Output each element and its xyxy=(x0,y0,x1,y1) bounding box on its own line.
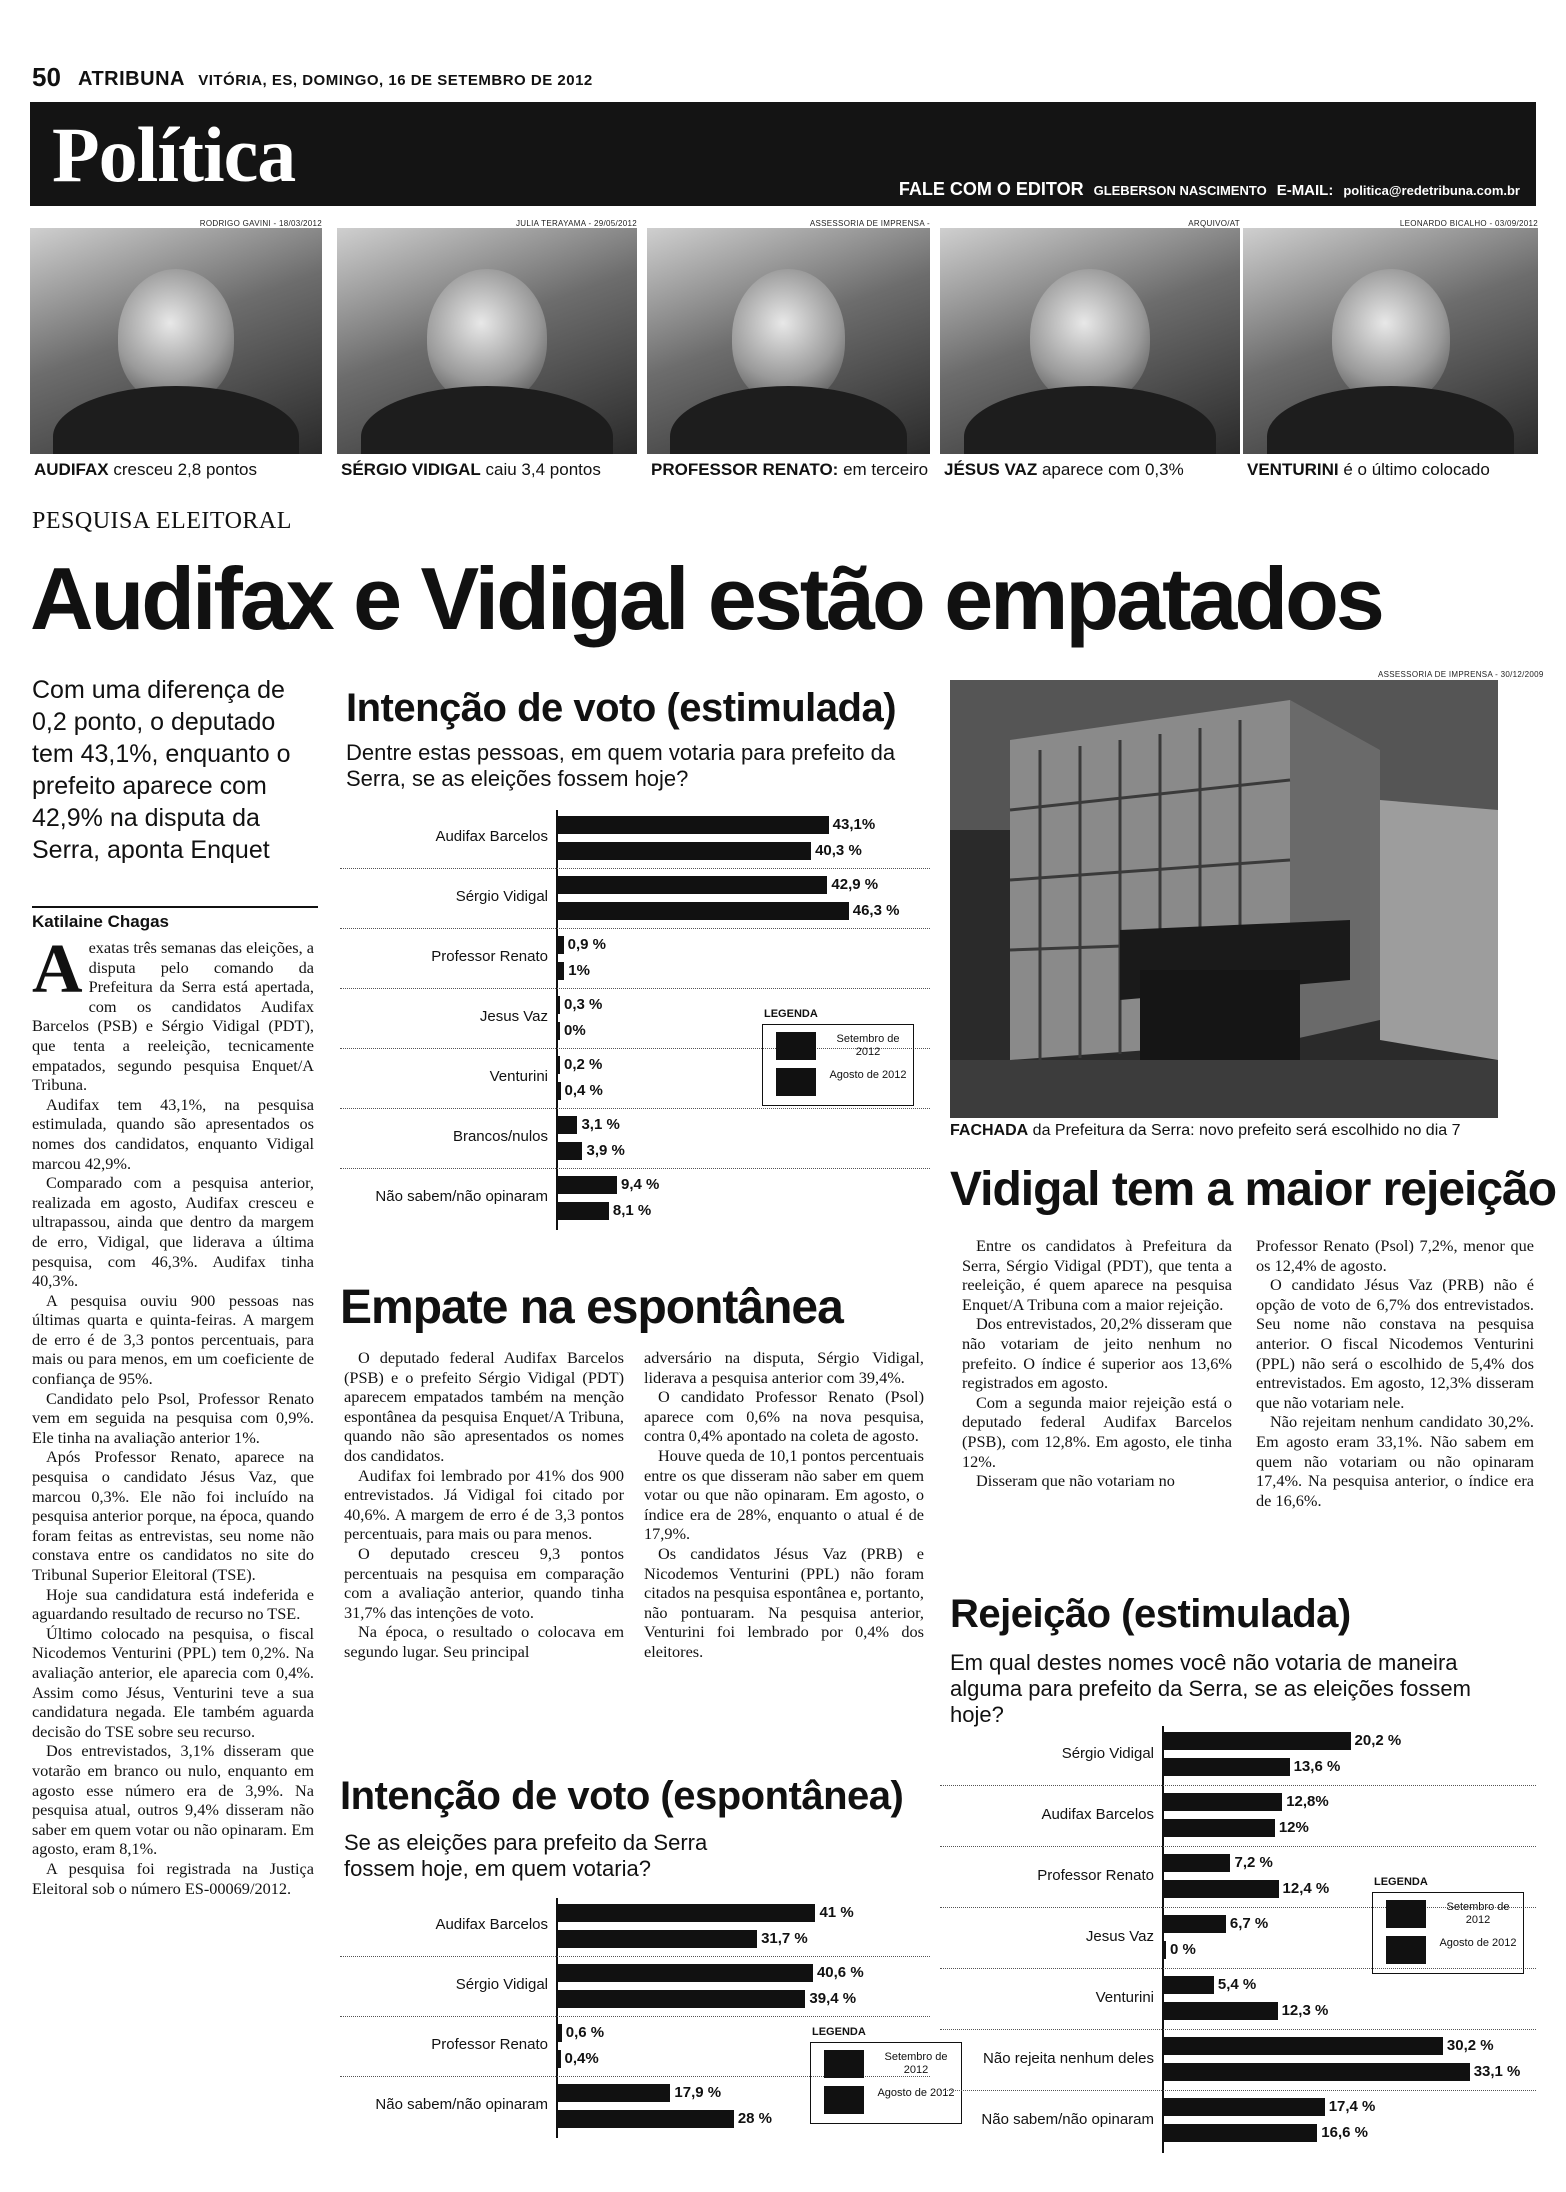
bar-value: 39,4 % xyxy=(809,1990,857,2007)
category-label: Venturini xyxy=(1095,1988,1154,2006)
row-divider xyxy=(340,1956,930,1957)
photo-caption xyxy=(1247,460,1490,480)
bar-current xyxy=(1164,1976,1214,1994)
paragraph: O candidato Jésus Vaz (PRB) não é opção de voto de 6,7% dos entrevistados. Seu nome não constava na pesquisa anterior. O fiscal Nicodemos Venturini (PPL) não será o escolhido de 5,4% dos entrevistados. Em agosto, 12,3% disseram que não votariam nele. xyxy=(1256,1275,1534,1412)
bar-current xyxy=(558,816,829,834)
bar-previous xyxy=(558,2110,734,2128)
legend-swatch-current xyxy=(1386,1900,1426,1928)
bar-value: 12% xyxy=(1278,1819,1309,1836)
row-divider xyxy=(340,868,930,869)
headline: Audifax e Vidigal estão empatados xyxy=(30,549,1382,648)
legend-swatch-previous xyxy=(776,1068,816,1096)
paragraph: O deputado cresceu 9,3 pontos percentuais na pesquisa em comparação com a avaliação anterior, quando tinha 31,7% das intenções de voto. xyxy=(344,1543,624,1622)
bar-value: 0 % xyxy=(1170,1941,1196,1958)
bar-value: 5,4 % xyxy=(1217,1976,1257,1993)
caption-text: aparece com 0,3% xyxy=(1037,460,1184,479)
portrait-shoulders xyxy=(361,386,613,454)
category-label: Sérgio Vidigal xyxy=(455,1976,548,1993)
category-label: Audifax Barcelos xyxy=(1041,1805,1154,1823)
paragraph: Comparado com a pesquisa anterior, realizada em agosto, Audifax cresceu e ultrapassou, ainda que dentro da margem de erro, Vidigal, que liderava a última pesquisa, com 46,3%. Audifax tinha 40,3%. xyxy=(32,1173,314,1291)
bar-value: 12,4 % xyxy=(1282,1880,1330,1897)
bar-previous xyxy=(1164,1941,1166,1959)
chart3-title: Rejeição (estimulada) xyxy=(950,1592,1351,1636)
legend-label: Agosto de 2012 xyxy=(877,2087,955,2099)
bar-value: 8,1 % xyxy=(612,1202,652,1219)
photo-credit: JULIA TERAYAMA - 29/05/2012 xyxy=(515,219,637,228)
bar-value: 0,2 % xyxy=(564,1056,603,1073)
bar-value: 33,1 % xyxy=(1473,2063,1521,2080)
bar-previous xyxy=(558,1930,757,1948)
editor-contact xyxy=(899,179,1520,200)
paragraph: Os candidatos Jésus Vaz (PRB) e Nicodemos Venturini (PPL) não foram citados na pesquisa espontânea e, portanto, não pontuaram. Na pesquisa anterior, Venturini foi lembrado por 0,4% dos eleitores. xyxy=(644,1543,924,1661)
caption-name: AUDIFAX xyxy=(34,460,109,479)
bar-current xyxy=(1164,1915,1226,1933)
photo-caption xyxy=(341,460,601,480)
portrait-shoulders xyxy=(670,386,908,454)
row-divider xyxy=(340,1108,930,1109)
portrait-photo xyxy=(30,228,322,454)
section-title: Política xyxy=(52,111,296,198)
bar-value: 12,3 % xyxy=(1281,2002,1329,2019)
article-body xyxy=(32,931,314,1898)
bar-value: 0,4% xyxy=(564,2050,599,2067)
dateline: VITÓRIA, ES, DOMINGO, 16 DE SETEMBRO DE 2012 xyxy=(198,72,593,89)
chart-axis xyxy=(1162,1726,1164,2153)
paragraph: Entre os candidatos à Prefeitura da Serra, Sérgio Vidigal (PDT), que tenta a reeleição, é quem aparece na pesquisa Enquet/A Tribuna com a maior rejeição. xyxy=(962,1236,1232,1314)
legend-title: LEGENDA xyxy=(764,1008,818,1020)
legend-swatch-previous xyxy=(1386,1936,1426,1964)
caption-name: JÉSUS VAZ xyxy=(944,460,1038,479)
row-divider xyxy=(940,1846,1536,1847)
caption-name: PROFESSOR RENATO: xyxy=(651,460,839,479)
bar-previous xyxy=(1164,2063,1470,2081)
category-label: Professor Renato xyxy=(431,948,548,965)
paragraph: Disseram que não votariam no xyxy=(976,1471,1175,1491)
legend-swatch-current xyxy=(824,2050,864,2078)
category-label: Sérgio Vidigal xyxy=(455,888,548,905)
paragraph: Hoje sua candidatura está indeferida e aguardando resultado de recurso no TSE. xyxy=(32,1584,314,1624)
masthead-line xyxy=(78,68,593,91)
row-divider xyxy=(940,2090,1536,2091)
dropcap: A xyxy=(32,931,83,1008)
portrait-face xyxy=(1030,269,1150,405)
paragraph: A pesquisa ouviu 900 pessoas nas últimas quarta e quinta-feiras. A margem de erro é de 3,3 pontos percentuais, para mais ou para menos, em um coeficiente de confiança de 95%. xyxy=(32,1290,314,1389)
row-divider xyxy=(340,1168,930,1169)
category-label: Não sabem/não opinaram xyxy=(981,2110,1154,2128)
row-divider xyxy=(340,928,930,929)
portrait-photo xyxy=(940,228,1240,454)
paragraph: adversário na disputa, Sérgio Vidigal, liderava a pesquisa anterior com 39,4%. xyxy=(644,1348,924,1387)
category-label: Audifax Barcelos xyxy=(435,1916,548,1933)
bar-value: 30,2 % xyxy=(1446,2037,1494,2054)
empate-title: Empate na espontânea xyxy=(340,1281,843,1334)
portrait-photo xyxy=(1243,228,1538,454)
chart3-subtitle: Em qual destes nomes você não votaria de maneira alguma para prefeito da Serra, se as eleições fossem hoje? xyxy=(950,1650,1471,1727)
bar-value: 46,3 % xyxy=(852,902,900,919)
legend-title: LEGENDA xyxy=(812,2026,866,2038)
bar-current xyxy=(558,1904,815,1922)
row-divider xyxy=(940,2029,1536,2030)
bar-previous xyxy=(558,1202,609,1220)
legend-label: Agosto de 2012 xyxy=(1439,1937,1517,1949)
row-divider xyxy=(340,2016,930,2017)
bar-current xyxy=(558,1964,813,1982)
bar-current xyxy=(558,936,564,954)
bar-previous xyxy=(1164,2124,1317,2142)
category-label: Sérgio Vidigal xyxy=(1061,1744,1154,1762)
category-label: Professor Renato xyxy=(1037,1866,1154,1884)
bar-current xyxy=(558,2024,562,2042)
portrait-shoulders xyxy=(53,386,298,454)
bar-value: 0,4 % xyxy=(564,1082,603,1099)
portrait-shoulders xyxy=(1267,386,1515,454)
building-caption-bold: FACHADA xyxy=(950,1122,1029,1139)
bar-current xyxy=(558,1176,617,1194)
bar-current xyxy=(1164,1732,1351,1750)
page-number: 50 xyxy=(32,62,61,92)
caption-name: SÉRGIO VIDIGAL xyxy=(341,460,481,479)
paragraph: Audifax foi lembrado por 41% dos 900 entrevistados. Já Vidigal foi citado por 40,6%. A margem de erro é de 3,3 pontos percentuais, para mais ou para menos. xyxy=(344,1465,624,1544)
bar-previous xyxy=(558,1990,805,2008)
bar-value: 3,1 % xyxy=(581,1116,620,1133)
email-link[interactable]: politica@redetribuna.com.br xyxy=(1343,183,1520,198)
bar-current xyxy=(558,996,560,1014)
bar-value: 0,9 % xyxy=(567,936,606,953)
bar-value: 16,6 % xyxy=(1321,2124,1368,2141)
category-label: Não sabem/não opinaram xyxy=(375,2096,548,2113)
bar-value: 12,8% xyxy=(1286,1793,1329,1810)
bar-previous xyxy=(558,842,811,860)
email-label: E-MAIL: xyxy=(1276,182,1334,199)
building-illustration xyxy=(950,680,1498,1118)
caption-text: em terceiro xyxy=(838,460,929,479)
byline: Katilaine Chagas xyxy=(32,906,318,932)
paragraph: A pesquisa foi registrada na Justiça Eleitoral sob o número ES-00069/2012. xyxy=(32,1858,314,1898)
portrait-photo xyxy=(647,228,930,454)
paragraph: Na época, o resultado o colocava em segundo lugar. Seu principal xyxy=(344,1622,624,1661)
bar-current xyxy=(558,1116,577,1134)
bar-value: 43,1% xyxy=(832,816,876,833)
bar-value: 40,6 % xyxy=(816,1964,864,1981)
bar-previous xyxy=(1164,1819,1275,1837)
photo-credit: LEONARDO BICALHO - 03/09/2012 xyxy=(1399,219,1538,228)
category-label: Jesus Vaz xyxy=(1085,1927,1154,1945)
bar-previous xyxy=(1164,2002,1278,2020)
bar-value: 3,9 % xyxy=(586,1142,625,1159)
legend-label: Setembro de 2012 xyxy=(1446,1901,1510,1926)
bar-value: 40,3 % xyxy=(815,842,862,859)
paragraph: O deputado federal Audifax Barcelos (PSB) e o prefeito Sérgio Vidigal (PDT) aparecem empatados também na menção espontânea da pesquisa Enquet/A Tribuna, quando não são apresentados os nomes dos candidatos. xyxy=(344,1348,624,1465)
photo-caption xyxy=(651,460,928,480)
portrait-face xyxy=(118,269,235,405)
paragraph: O candidato Professor Renato (Psol) aparece com 0,6% na nova pesquisa, contra 0,4% apontado na coleta de agosto. xyxy=(644,1387,924,1446)
legend-title: LEGENDA xyxy=(1374,1876,1428,1888)
paragraph: Dos entrevistados, 3,1% disseram que votarão em branco ou nulo, enquanto em agosto esse número era de 3,9%. Na pesquisa atual, outros 9,4% disseram não saber em quem votar ou não opinaram. Em agosto, eram 8,1%. xyxy=(32,1741,314,1859)
bar-value: 41 % xyxy=(819,1904,854,1921)
caption-text: cresceu 2,8 pontos xyxy=(108,460,257,479)
chart-axis xyxy=(556,810,558,1230)
bar-value: 42,9 % xyxy=(831,876,879,893)
empate-col1 xyxy=(344,1348,624,1662)
chart1-subtitle: Dentre estas pessoas, em quem votaria para prefeito da Serra, se as eleições fossem hoje? xyxy=(346,740,896,791)
chart2 xyxy=(340,1898,955,2168)
bar-value: 17,4 % xyxy=(1328,2098,1376,2115)
legend-label: Agosto de 2012 xyxy=(829,1069,907,1081)
portrait-photo xyxy=(337,228,637,454)
bar-value: 20,2 % xyxy=(1354,1732,1402,1749)
bar-current xyxy=(1164,2037,1443,2055)
photo-caption xyxy=(944,460,1184,480)
paragraph: Professor Renato (Psol) 7,2%, menor que os 12,4% de agosto. xyxy=(1256,1236,1534,1275)
bar-current xyxy=(558,2084,670,2102)
bar-value: 9,4 % xyxy=(621,1176,660,1193)
paragraph: Após Professor Renato, aparece na pesquisa o candidato Jésus Vaz, que marcou 0,3%. Ele não foi incluído na pesquisa anterior porque, na época, quando foram feitas as entrevistas, seu nome não constava entre os candidatos no site do Tribunal Superior Eleitoral (TSE). xyxy=(32,1447,314,1584)
portrait-face xyxy=(1332,269,1450,405)
category-label: Venturini xyxy=(489,1068,548,1085)
rejeicao-col2 xyxy=(1256,1236,1534,1510)
bar-current xyxy=(1164,2098,1325,2116)
bar-previous xyxy=(558,1142,582,1160)
photo-credit: ASSESSORIA DE IMPRENSA - xyxy=(809,219,930,228)
legend-swatch-current xyxy=(776,1032,816,1060)
category-label: Audifax Barcelos xyxy=(435,828,548,845)
caption-name: VENTURINI xyxy=(1247,460,1339,479)
paragraph: Audifax tem 43,1%, na pesquisa estimulada, quando são apresentados os nomes dos candidatos, enquanto Vidigal marcou 42,9%. xyxy=(32,1094,314,1173)
editor-name: GLEBERSON NASCIMENTO xyxy=(1093,183,1267,198)
photo-credit: ARQUIVO/AT xyxy=(1188,219,1240,228)
paragraph: Candidato pelo Psol, Professor Renato vem em seguida na pesquisa com 0,9%. Ele tinha na avaliação anterior 1%. xyxy=(32,1388,314,1447)
chart1 xyxy=(340,810,940,1230)
bar-value: 13,6 % xyxy=(1293,1758,1341,1775)
category-label: Jesus Vaz xyxy=(479,1008,548,1025)
category-label: Não rejeita nenhum deles xyxy=(983,2049,1154,2067)
building-photo xyxy=(950,680,1498,1118)
chart2-title: Intenção de voto (espontânea) xyxy=(340,1774,904,1818)
chart2-subtitle: Se as eleições para prefeito da Serra fossem hoje, em quem votaria? xyxy=(344,1830,708,1881)
masthead: ATRIBUNA xyxy=(78,68,185,90)
bar-value: 1% xyxy=(568,962,590,979)
paragraph: Último colocado na pesquisa, o fiscal Nicodemos Venturini (PPL) tem 0,2%. Na avaliação anterior, ele aparecia com 0,4%. Assim como Jésus, Venturini teve a sua candidatura negada. Ele também aguarda decisão do TSE sobre seu recurso. xyxy=(32,1623,314,1741)
category-label: Não sabem/não opinaram xyxy=(375,1188,548,1205)
bar-previous xyxy=(558,2050,561,2068)
legend-label: Setembro de 2012 xyxy=(836,1033,900,1058)
bar-previous xyxy=(558,1082,561,1100)
bar-value: 0,6 % xyxy=(565,2024,605,2041)
paragraph: exatas três semanas das eleições, a disputa pelo comando da Prefeitura da Serra está apertada, com os candidatos Audifax Barcelos (PSB) e Sérgio Vidigal (PDT), que tenta a reeleição, tecnicamente empatados, segundo pesquisa Enquet/A Tribuna. xyxy=(32,938,314,1095)
chart1-title: Intenção de voto (estimulada) xyxy=(346,686,897,730)
rejeicao-col1 xyxy=(962,1236,1232,1491)
bar-current xyxy=(558,1056,560,1074)
bar-value: 17,9 % xyxy=(674,2084,722,2101)
bar-previous xyxy=(558,902,849,920)
row-divider xyxy=(940,1785,1536,1786)
portrait-face xyxy=(427,269,547,405)
caption-text: é o último colocado xyxy=(1338,460,1490,479)
legend-swatch-previous xyxy=(824,2086,864,2114)
paragraph: Não rejeitam nenhum candidato 30,2%. Em agosto eram 33,1%. Não sabem em quem não votariam ou não opinaram 17,4%. Na pesquisa anterior, o índice era de 16,6%. xyxy=(1256,1412,1534,1510)
bar-current xyxy=(1164,1854,1230,1872)
bar-value: 28 % xyxy=(737,2110,773,2127)
photo-credit: RODRIGO GAVINI - 18/03/2012 xyxy=(199,219,322,228)
bar-previous xyxy=(1164,1758,1290,1776)
paragraph: Com a segunda maior rejeição está o deputado federal Audifax Barcelos (PSB), com 12,8%. Em agosto, ele tinha 12%. xyxy=(962,1392,1232,1471)
section-banner xyxy=(30,102,1536,206)
kicker: PESQUISA ELEITORAL xyxy=(32,508,292,534)
empate-col2 xyxy=(644,1348,924,1662)
bar-previous xyxy=(558,1022,560,1040)
bar-current xyxy=(558,876,827,894)
deck: Com uma diferença de 0,2 ponto, o deputado tem 43,1%, enquanto o prefeito aparece com 42,9% na disputa da Serra, aponta Enquet xyxy=(32,676,291,864)
bar-current xyxy=(1164,1793,1282,1811)
paragraph: Dos entrevistados, 20,2% disseram que não votariam de jeito nenhum no prefeito. O índice é superior aos 13,6% registrados em agosto. xyxy=(962,1314,1232,1393)
portrait-shoulders xyxy=(964,386,1216,454)
bar-value: 0,3 % xyxy=(564,996,603,1013)
category-label: Brancos/nulos xyxy=(452,1128,548,1145)
bar-previous xyxy=(558,962,564,980)
bar-value: 0% xyxy=(564,1022,586,1039)
building-photo-caption xyxy=(950,1122,1510,1140)
building-caption-rest: da Prefeitura da Serra: novo prefeito será escolhido no dia 7 xyxy=(1028,1122,1461,1139)
bar-value: 7,2 % xyxy=(1234,1854,1273,1871)
building-photo-credit: ASSESSORIA DE IMPRENSA - 30/12/2009 xyxy=(1378,670,1544,679)
caption-text: caiu 3,4 pontos xyxy=(480,460,601,479)
rejeicao-story-title: Vidigal tem a maior rejeição xyxy=(950,1163,1557,1216)
bar-value: 31,7 % xyxy=(761,1930,808,1947)
portrait-face xyxy=(732,269,845,405)
bar-value: 6,7 % xyxy=(1229,1915,1269,1932)
contact-label: FALE COM O EDITOR xyxy=(898,179,1084,199)
category-label: Professor Renato xyxy=(431,2036,548,2053)
photo-caption xyxy=(34,460,257,480)
paragraph: Houve queda de 10,1 pontos percentuais entre os que disseram não saber em quem votar ou que não opinaram. Em agosto, o índice era de 28%, enquanto o atual é de 17,9%. xyxy=(644,1445,924,1544)
legend-label: Setembro de 2012 xyxy=(884,2051,948,2076)
bar-previous xyxy=(1164,1880,1279,1898)
row-divider xyxy=(340,988,930,989)
chart3 xyxy=(940,1726,1540,2166)
